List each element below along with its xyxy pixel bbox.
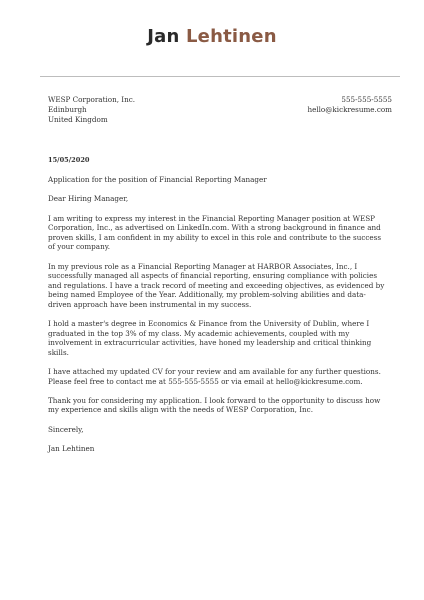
letter-paragraph-4: I have attached my updated CV for your review and am available for any further questions. Please feel free to contact me at 555-555-5555 or via email at hello@kickresume.com. [48, 367, 381, 386]
recipient-country: United Kingdom [48, 115, 108, 124]
letter-salutation: Dear Hiring Manager, [48, 194, 129, 204]
sender-contact [307, 95, 392, 115]
letter-paragraph-2: In my previous role as a Financial Reporting Manager at HARBOR Associates, Inc., I successfully managed all aspects of financial reporting, ensuring compliance with policies and regulations. I have a track record of meeting and exceeding objectives, as evidenced by being named Employee of the Year. Additionally, my problem-solving abilities and data-driven approach have been instrumental in my success. [48, 261, 385, 309]
letter-paragraph-5: Thank you for considering my application. I look forward to the opportunity to discuss how my experience and skills align with the needs of WESP Corporation, Inc. [48, 395, 381, 415]
last-name: Lehtinen [186, 26, 277, 47]
recipient-company: WESP Corporation, Inc. [48, 95, 136, 104]
letter-date: 15/05/2020 [48, 156, 90, 164]
letter-paragraph-1: I am writing to express my interest in the Financial Reporting Manager position at WESP Corporation, Inc., as advertised on LinkedIn.com. With a strong background in finance and proven skills, I am confident in my ability to excel in this role and contribute to the success of your company. [48, 213, 382, 252]
recipient-address [48, 95, 135, 125]
letter-subject: Application for the position of Financial Reporting Manager [48, 175, 267, 185]
letter-body [48, 156, 388, 463]
sender-phone: 555-555-5555 [341, 95, 392, 104]
header-divider [40, 76, 400, 77]
letter-signature: Jan Lehtinen [48, 443, 95, 453]
first-name: Jan [147, 26, 180, 47]
letter-closing: Sincerely, [48, 424, 84, 434]
sender-email: hello@kickresume.com [307, 105, 392, 114]
recipient-city: Edinburgh [48, 105, 87, 114]
letter-paragraph-3: I hold a master's degree in Economics & Finance from the University of Dublin, where I graduated in the top 3% of my class. My academic achievements, coupled with my involvement in extracurricular activities, have honed my leadership and critical thinking skills. [48, 319, 372, 357]
applicant-name [0, 26, 424, 47]
